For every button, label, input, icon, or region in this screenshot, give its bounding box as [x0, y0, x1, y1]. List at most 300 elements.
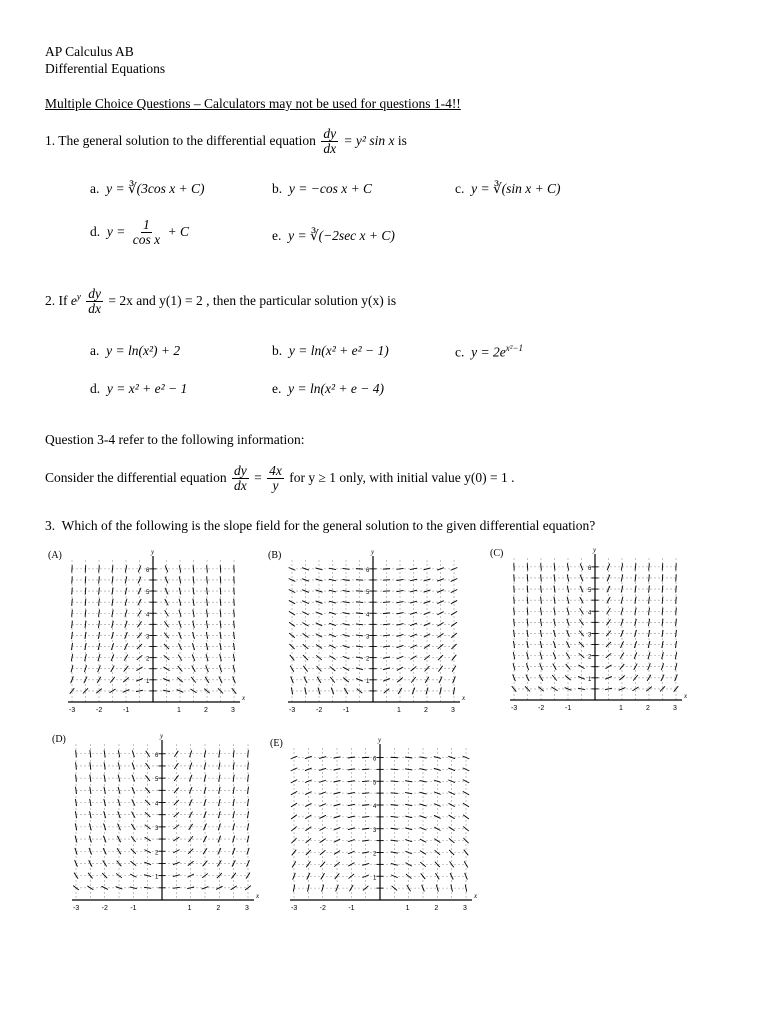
slope-segment	[193, 588, 194, 595]
slope-segment	[330, 666, 336, 671]
q2-choice-c-sup: x²−1	[505, 343, 523, 353]
slope-field-e	[270, 736, 480, 918]
y-axis-label: y	[160, 732, 164, 740]
slope-segment	[291, 815, 297, 819]
slope-segment	[112, 565, 113, 572]
x-tick-label: -3	[291, 905, 298, 912]
q3-prompt-text: Which of the following is the slope field for the general solution to the given differential equation?	[61, 518, 596, 533]
consider-den: y	[272, 478, 279, 494]
slope-segment	[320, 839, 326, 843]
slope-segment	[207, 587, 208, 594]
slope-segment	[383, 635, 390, 636]
q1-choice-e	[272, 228, 395, 244]
slope-segment	[527, 563, 528, 570]
slope-segment	[362, 781, 369, 782]
x-tick-label: 3	[463, 905, 467, 912]
slope-segment	[527, 619, 528, 626]
q2-dy: dy	[88, 286, 101, 301]
slope-segment	[233, 750, 234, 757]
slope-segment	[112, 588, 113, 595]
slope-segment	[90, 787, 91, 794]
slope-segment	[193, 565, 194, 572]
x-tick-label: -1	[348, 905, 355, 912]
slope-segment	[449, 815, 455, 819]
y-tick-label: 5	[366, 590, 370, 597]
consider-after: for y ≥ 1 only, with initial value y(0) = 1 .	[289, 469, 515, 485]
slope-segment	[303, 655, 308, 660]
slope-segment	[383, 591, 390, 592]
panel-d-label: (D)	[52, 734, 66, 745]
slope-segment	[320, 862, 325, 867]
slope-segment	[342, 602, 349, 603]
slope-segment	[662, 574, 663, 581]
x-tick-label: 3	[673, 705, 677, 712]
q2-choice-c-label: c.	[455, 344, 465, 360]
slope-segment	[463, 838, 468, 843]
slope-segment	[98, 621, 99, 628]
slope-segment	[451, 611, 457, 615]
q2-choice-b-label: b.	[272, 343, 283, 358]
slope-segment	[554, 586, 555, 593]
slope-field-panel-c[interactable]	[490, 546, 690, 718]
slope-segment	[540, 619, 541, 626]
slope-segment	[71, 643, 72, 650]
q2-eq: = 2x and y(1) = 2 , then the particular solution y(x) is	[108, 292, 397, 308]
slope-segment	[247, 787, 248, 794]
slope-segment	[554, 597, 555, 604]
y-tick-label: 3	[373, 827, 377, 834]
slope-field-panel-d[interactable]	[52, 732, 262, 918]
slope-segment	[541, 585, 542, 592]
slope-segment	[233, 643, 234, 650]
topic-title: Differential Equations	[45, 61, 166, 76]
slope-segment	[514, 585, 515, 592]
slope-segment	[448, 803, 454, 806]
q1-dy: dy	[323, 126, 337, 141]
y-axis-label: y	[593, 546, 597, 554]
y-tick-label: 4	[366, 612, 370, 619]
slope-segment	[112, 599, 113, 606]
x-tick-label: 1	[397, 707, 401, 714]
slope-segment	[144, 887, 151, 888]
slope-segment	[99, 599, 100, 606]
slope-segment	[438, 655, 443, 660]
y-tick-label: 1	[366, 678, 370, 685]
slope-segment	[348, 792, 355, 793]
q1-choice-a	[90, 181, 205, 197]
y-tick-label: 5	[146, 590, 150, 597]
x-tick-label: 3	[231, 707, 235, 714]
y-axis-label: y	[371, 548, 375, 556]
slope-segment	[527, 574, 528, 581]
x-tick-label: 1	[187, 905, 192, 912]
panel-c-label: (C)	[490, 548, 504, 559]
slope-segment	[348, 757, 355, 758]
x-tick-label: -3	[69, 707, 76, 714]
x-tick-label: 1	[177, 707, 181, 714]
q2-choice-e-text: y = ln(x² + e − 4)	[288, 381, 384, 396]
q1-choice-b	[272, 181, 372, 197]
y-tick-label: 6	[155, 752, 159, 759]
q2-e-sup: y	[76, 291, 81, 302]
consider-statement	[45, 464, 514, 493]
slope-segment	[410, 590, 417, 592]
slope-segment	[464, 850, 469, 856]
slope-segment	[396, 579, 403, 580]
q1-choice-d	[90, 218, 189, 247]
consider-num: 4x	[269, 463, 282, 478]
y-tick-label: 4	[373, 804, 377, 810]
q2-choice-b-text: y = ln(x² + e² − 1)	[288, 343, 389, 358]
slope-segment	[220, 565, 221, 572]
slope-field-panel-e[interactable]	[270, 736, 480, 918]
slope-segment	[233, 775, 234, 782]
x-tick-label: -1	[130, 905, 137, 912]
slope-segment	[396, 590, 403, 591]
slope-field-panel-b[interactable]	[268, 548, 468, 720]
y-tick-label: 2	[366, 656, 370, 663]
slope-segment	[342, 590, 349, 591]
slope-segment	[207, 599, 208, 606]
y-axis-label: y	[151, 548, 155, 556]
slope-segment	[342, 568, 349, 569]
q2-choice-a	[90, 343, 180, 359]
slope-segment	[234, 632, 235, 639]
x-tick-label: -2	[319, 905, 326, 912]
q2-choice-c-pre: y = 2e	[471, 344, 506, 360]
slope-segment	[206, 610, 207, 617]
slope-segment	[676, 630, 677, 637]
slope-field-panel-a[interactable]	[48, 548, 248, 720]
slope-segment	[219, 750, 220, 757]
slope-segment	[540, 608, 541, 615]
q2-choice-e-label: e.	[272, 381, 282, 396]
q1-choice-b-text: y = −cos x + C	[288, 181, 373, 196]
slope-segment	[85, 576, 86, 583]
q2-choice-a-text: y = ln(x²) + 2	[106, 343, 181, 358]
slope-segment	[206, 665, 209, 672]
slope-field-d	[52, 732, 262, 918]
y-tick-label: 4	[146, 612, 150, 619]
slope-segment	[513, 641, 514, 648]
q2-dx: dx	[88, 301, 101, 317]
q2-prompt	[45, 287, 396, 316]
slope-segment	[219, 762, 220, 769]
y-tick-label: 2	[155, 850, 159, 857]
y-tick-label: 1	[588, 676, 592, 683]
consider-dx: dx	[233, 478, 247, 494]
slope-segment	[193, 599, 194, 606]
slope-segment	[648, 619, 649, 626]
q1-dx: dx	[323, 141, 337, 157]
q1-choice-b-label: b.	[272, 181, 283, 196]
slope-segment	[72, 587, 73, 594]
slope-segment	[112, 576, 113, 583]
panel-b-label: (B)	[268, 550, 282, 561]
y-tick-label: 5	[155, 777, 159, 784]
y-tick-label: 1	[155, 874, 159, 881]
slope-segment	[234, 587, 235, 594]
slope-segment	[289, 611, 295, 615]
q2-e: e	[70, 292, 77, 308]
x-tick-label: -3	[73, 905, 80, 912]
q1-choice-d-post: + C	[167, 223, 189, 239]
slope-segment	[85, 565, 86, 572]
slope-segment	[342, 579, 349, 580]
slope-segment	[193, 576, 194, 583]
slope-segment	[383, 580, 390, 581]
slope-segment	[635, 574, 636, 581]
x-axis-label: x	[684, 692, 688, 700]
course-title: AP Calculus AB	[45, 44, 134, 59]
x-tick-label: 3	[245, 905, 249, 912]
x-tick-label: -2	[316, 707, 323, 714]
q2-choice-b	[272, 343, 389, 359]
q3-number: 3.	[45, 518, 56, 533]
slope-segment	[247, 799, 248, 806]
slope-segment	[234, 610, 235, 617]
slope-segment	[421, 873, 426, 879]
slope-segment	[411, 666, 417, 671]
q1-choice-a-text: y = ∛(3cos x + C)	[106, 181, 205, 196]
q1-choice-d-pre: y =	[106, 223, 126, 239]
slope-segment	[554, 563, 555, 570]
x-axis-label: x	[462, 694, 466, 702]
q1-choice-d-den: cos x	[132, 232, 161, 248]
x-tick-label: 2	[204, 707, 208, 714]
q2-choice-d-label: d.	[90, 381, 101, 396]
y-tick-label: 6	[588, 565, 592, 572]
slope-segment	[356, 646, 363, 647]
slope-segment	[405, 757, 412, 758]
q2-choice-c	[455, 343, 523, 361]
y-tick-label: 3	[155, 825, 159, 832]
slope-segment	[362, 840, 369, 841]
y-tick-label: 6	[146, 567, 150, 574]
slope-segment	[233, 787, 234, 794]
x-tick-label: -1	[123, 707, 130, 714]
x-axis-label: x	[256, 892, 260, 900]
slope-segment	[541, 597, 542, 604]
y-tick-label: 3	[588, 632, 592, 639]
slope-segment	[98, 610, 99, 617]
q1-prompt	[45, 127, 407, 156]
slope-segment	[635, 586, 636, 593]
slope-segment	[291, 803, 297, 807]
q3-prompt	[45, 518, 595, 534]
q2-if: If	[58, 292, 68, 308]
slope-segment	[104, 762, 105, 769]
slope-segment	[220, 621, 221, 628]
slope-segment	[98, 665, 101, 672]
x-tick-label: -2	[538, 705, 545, 712]
y-tick-label: 3	[146, 634, 150, 641]
slope-segment	[99, 565, 100, 572]
x-tick-label: -2	[101, 905, 108, 912]
slope-segment	[675, 641, 676, 648]
slope-segment	[173, 887, 180, 888]
slope-segment	[405, 769, 412, 770]
slope-segment	[99, 587, 100, 594]
slope-segment	[90, 775, 91, 782]
x-tick-label: 3	[451, 707, 455, 714]
x-tick-label: -1	[565, 705, 572, 712]
slope-segment	[90, 762, 91, 769]
slope-segment	[527, 630, 528, 637]
slope-field-a	[48, 548, 248, 720]
q1-choice-c	[455, 181, 561, 197]
info-34: Question 3-4 refer to the following information:	[45, 432, 305, 447]
q2-choice-d-text: y = x² + e² − 1	[106, 381, 188, 396]
slope-segment	[348, 781, 355, 782]
y-tick-label: 6	[373, 756, 377, 763]
slope-segment	[449, 827, 455, 831]
x-axis-label: x	[474, 892, 478, 900]
q2-choice-d	[90, 381, 187, 397]
slope-segment	[220, 610, 221, 617]
slope-segment	[75, 799, 76, 806]
slope-segment	[104, 750, 105, 757]
slope-segment	[635, 597, 636, 604]
slope-segment	[662, 608, 663, 615]
y-axis-label: y	[378, 736, 382, 744]
q1-choice-a-label: a.	[90, 181, 100, 196]
slope-segment	[527, 608, 528, 615]
slope-segment	[396, 568, 403, 569]
slope-segment	[362, 828, 369, 829]
x-tick-label: -2	[96, 707, 103, 714]
slope-segment	[514, 574, 515, 581]
x-axis-label: x	[242, 694, 246, 702]
x-tick-label: 2	[434, 905, 439, 912]
q1-choice-d-label: d.	[90, 223, 101, 239]
slope-segment	[662, 563, 663, 570]
slope-segment	[405, 781, 412, 782]
q1-choice-c-text: y = ∛(sin x + C)	[471, 181, 561, 196]
q1-choice-d-num: 1	[143, 217, 150, 232]
slope-segment	[648, 608, 649, 615]
slope-segment	[676, 585, 677, 592]
consider-before: Consider the differential equation	[45, 469, 227, 485]
slope-segment	[248, 775, 249, 782]
slope-segment	[348, 769, 355, 770]
slope-segment	[541, 563, 542, 570]
slope-segment	[85, 610, 86, 617]
x-tick-label: -1	[343, 707, 350, 714]
slope-segment	[676, 574, 677, 581]
x-tick-label: 1	[619, 705, 623, 712]
slope-segment	[234, 576, 235, 583]
slope-segment	[362, 769, 369, 770]
x-tick-label: 1	[405, 905, 410, 912]
slope-segment	[220, 632, 221, 639]
slope-segment	[391, 781, 398, 782]
slope-segment	[85, 632, 86, 639]
slope-segment	[356, 591, 363, 592]
slope-segment	[649, 563, 650, 570]
q1-choice-e-text: y = ∛(−2sec x + C)	[288, 228, 395, 243]
slope-segment	[662, 619, 663, 626]
y-tick-label: 5	[373, 780, 377, 787]
y-tick-label: 6	[366, 567, 370, 574]
slope-segment	[72, 576, 73, 583]
slope-segment	[635, 563, 636, 570]
q1-prompt-before: The general solution to the differential equation	[58, 132, 316, 148]
x-tick-label: 2	[646, 705, 650, 712]
x-tick-label: -3	[511, 705, 518, 712]
slope-segment	[207, 565, 208, 572]
panel-e-label: (E)	[270, 738, 283, 749]
slope-field-c	[490, 546, 690, 718]
x-tick-label: -3	[289, 707, 296, 714]
slope-segment	[90, 750, 91, 757]
slope-segment	[514, 608, 515, 615]
slope-segment	[514, 630, 515, 637]
slope-segment	[75, 787, 76, 794]
y-tick-label: 2	[588, 654, 592, 661]
section-title: Multiple Choice Questions – Calculators may not be used for questions 1-4!!	[45, 96, 461, 111]
slope-segment	[449, 838, 455, 843]
slope-segment	[554, 574, 555, 581]
slope-segment	[76, 775, 77, 782]
slope-segment	[396, 602, 403, 603]
q2-number: 2.	[45, 292, 56, 308]
y-tick-label: 5	[588, 588, 592, 595]
y-tick-label: 4	[155, 801, 159, 808]
y-tick-label: 1	[373, 875, 377, 882]
slope-segment	[649, 597, 650, 604]
slope-segment	[391, 828, 398, 829]
slope-segment	[72, 632, 73, 639]
panel-a-label: (A)	[48, 550, 62, 561]
y-tick-label: 1	[146, 678, 150, 685]
consider-eq: =	[254, 469, 262, 485]
slope-segment	[329, 590, 336, 592]
q1-number: 1.	[45, 132, 56, 148]
slope-segment	[291, 791, 297, 794]
y-tick-label: 2	[146, 656, 150, 663]
slope-segment	[391, 840, 398, 841]
q1-choice-e-label: e.	[272, 228, 282, 243]
slope-segment	[676, 608, 677, 615]
q1-prompt-after: is	[397, 132, 407, 148]
slope-segment	[85, 621, 86, 628]
slope-segment	[356, 580, 363, 581]
q2-choice-e	[272, 381, 384, 397]
slope-segment	[391, 769, 398, 770]
slope-segment	[72, 610, 73, 617]
slope-field-b	[268, 548, 468, 720]
slope-segment	[649, 585, 650, 592]
q2-ey	[71, 293, 81, 308]
x-tick-label: 2	[424, 707, 428, 714]
slope-segment	[449, 850, 454, 855]
y-tick-label: 4	[588, 610, 592, 617]
slope-segment	[648, 663, 651, 670]
slope-segment	[220, 576, 221, 583]
slope-segment	[463, 826, 469, 831]
y-tick-label: 2	[373, 851, 377, 858]
y-tick-label: 3	[366, 634, 370, 641]
q2-choice-a-label: a.	[90, 343, 100, 358]
slope-segment	[320, 850, 326, 855]
slope-segment	[405, 792, 412, 793]
slope-segment	[662, 630, 663, 637]
slope-segment	[383, 646, 390, 647]
slope-segment	[233, 762, 234, 769]
slope-segment	[356, 635, 363, 636]
slope-segment	[206, 621, 207, 628]
